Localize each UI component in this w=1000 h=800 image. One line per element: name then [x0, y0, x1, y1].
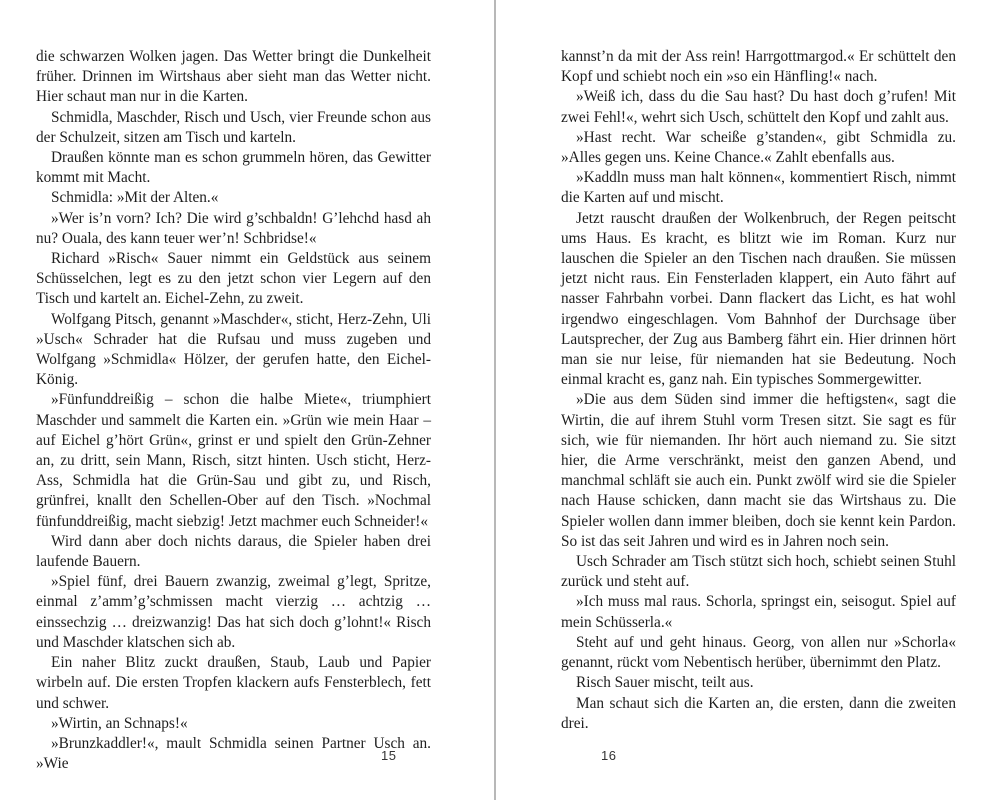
paragraph: »Weiß ich, dass du die Sau hast? Du hast doch g’rufen! Mit zwei Fehl!«, wehrt sich Usch, schüttelt den Kopf und zahlt aus.	[561, 88, 956, 126]
paragraph: Wird dann aber doch nichts daraus, die Spieler haben drei laufende Bauern.	[36, 532, 431, 571]
paragraph: Richard »Risch« Sauer nimmt ein Geldstück aus seinem Schüsselchen, legt es zu den jetzt schon vier Legern auf den Tisch und kartelt an. Eichel-Zehn, zu zweit.	[36, 250, 431, 308]
right-page-text	[561, 47, 956, 734]
paragraph: »Brunzkaddler!«, mault Schmidla seinen Partner Usch an. »Wie	[36, 734, 431, 773]
left-page-text	[36, 47, 431, 774]
paragraph: Wolfgang Pitsch, genannt »Maschder«, sticht, Herz-Zehn, Uli »Usch« Schrader hat die Rufsau und muss zugeben und Wolfgang »Schmidla« Hölzer, der gerufen hatte, den Eichel-König.	[36, 310, 431, 389]
paragraph: kannst’n da mit der Ass rein! Harrgottmargod.« Er schüttelt den Kopf und schiebt noch ein »so ein Hänfling!« nach.	[561, 48, 956, 86]
page-gutter-divider	[494, 0, 496, 800]
paragraph: Schmidla, Maschder, Risch und Usch, vier Freunde schon aus der Schulzeit, sitzen am Tisch und karteln.	[36, 108, 431, 146]
paragraph: Jetzt rauscht draußen der Wolkenbruch, der Regen peitscht ums Haus. Es kracht, es blitzt wie im Roman. Kurz nur lauschen die Spieler an den Tischen nach draußen. Sie müssen jetzt nicht raus. Ein Fensterladen klappert, ein Auto fährt auf nasser Fahrbahn vorbei. Dann flackert das Licht, es hat wohl irgendwo eingeschlagen. Vom Bahnhof der Durchsage über Lautsprecher, der Zug aus Bamberg fährt ein. Hier drinnen hört man sie nur leise, für niemanden hat sie Bedeutung. Noch einmal kracht es, ganz nah. Ein typisches Sommergewitter.	[561, 209, 956, 389]
paragraph: »Ich muss mal raus. Schorla, springst ein, seisogut. Spiel auf mein Schüsserla.«	[561, 593, 956, 631]
paragraph: Steht auf und geht hinaus. Georg, von allen nur »Schorla« genannt, rückt vom Nebentisch herüber, übernimmt den Platz.	[561, 633, 956, 672]
paragraph: »Spiel fünf, drei Bauern zwanzig, zweimal g’legt, Spritze, einmal z’amm’g’schmissen macht vierzig … achtzig … einssechzig … dreizwanzig! Das hat sich doch g’lohnt!« Risch und Maschder klatschen sich ab.	[36, 573, 431, 651]
paragraph: »Fünfunddreißig – schon die halbe Miete«, triumphiert Maschder und sammelt die Karten ein. »Grün wie mein Haar – auf Eichel g’hört Grün«, grinst er und spielt den Grün-Zehner an, zu dritt, sein Mann, Risch, sitzt hinten. Usch sticht, Herz-Ass, Schmidla hat die Grün-Sau und gibt zu, und Risch, grünfrei, knallt den Schellen-Ober auf den Tisch. »Nochmal fünfunddreißig, macht siebzig! Jetzt machmer euch Schneider!«	[36, 391, 431, 530]
right-page	[500, 0, 996, 800]
paragraph: »Wirtin, an Schnaps!«	[51, 714, 188, 732]
left-page	[0, 0, 496, 800]
paragraph: »Wer is’n vorn? Ich? Die wird g’schbaldn! G’lehchd hasd ah nu? Ouala, des kann teuer wer’n! Schbridse!«	[36, 209, 431, 247]
page-number-right: 16	[601, 748, 617, 763]
paragraph: Usch Schrader am Tisch stützt sich hoch, schiebt seinen Stuhl zurück und steht auf.	[561, 553, 956, 591]
page-number-left: 15	[381, 748, 397, 763]
paragraph: »Die aus dem Süden sind immer die heftigsten«, sagt die Wirtin, die auf ihrem Stuhl vorm Tresen sitzt. Sie sagt es für sich, wie für niemanden. Ihr hört auch niemand zu. Sie sitzt hier, die Arme verschränkt, meist den ganzen Abend, und manchmal schläft sie auch ein. Punkt zwölf wird sie die Spieler nach Hause schicken, dann macht sie das Wirtshaus zu. Die Spieler wollen dann immer bleiben, doch sie kennt kein Pardon. So ist das seit Jahren und wird es in Jahren noch sein.	[561, 391, 956, 550]
paragraph: »Hast recht. War scheiße g’standen«, gibt Schmidla zu. »Alles gegen uns. Keine Chance.« Zahlt ebenfalls aus.	[561, 128, 956, 167]
paragraph: Man schaut sich die Karten an, die ersten, dann die zweiten drei.	[561, 694, 956, 732]
paragraph: Schmidla: »Mit der Alten.«	[51, 189, 219, 207]
paragraph: die schwarzen Wolken jagen. Das Wetter bringt die Dunkelheit früher. Drinnen im Wirtshaus aber sieht man das Wetter nicht. Hier schaut man nur in die Karten.	[36, 48, 431, 106]
paragraph: »Kaddln muss man halt können«, kommentiert Risch, nimmt die Karten auf und mischt.	[561, 169, 956, 207]
paragraph: Ein naher Blitz zuckt draußen, Staub, Laub und Papier wirbeln auf. Die ersten Tropfen klackern aufs Fensterblech, fett und schwer.	[36, 654, 431, 712]
paragraph: Risch Sauer mischt, teilt aus.	[576, 674, 754, 692]
paragraph: Draußen könnte man es schon grummeln hören, das Gewitter kommt mit Macht.	[36, 149, 431, 187]
